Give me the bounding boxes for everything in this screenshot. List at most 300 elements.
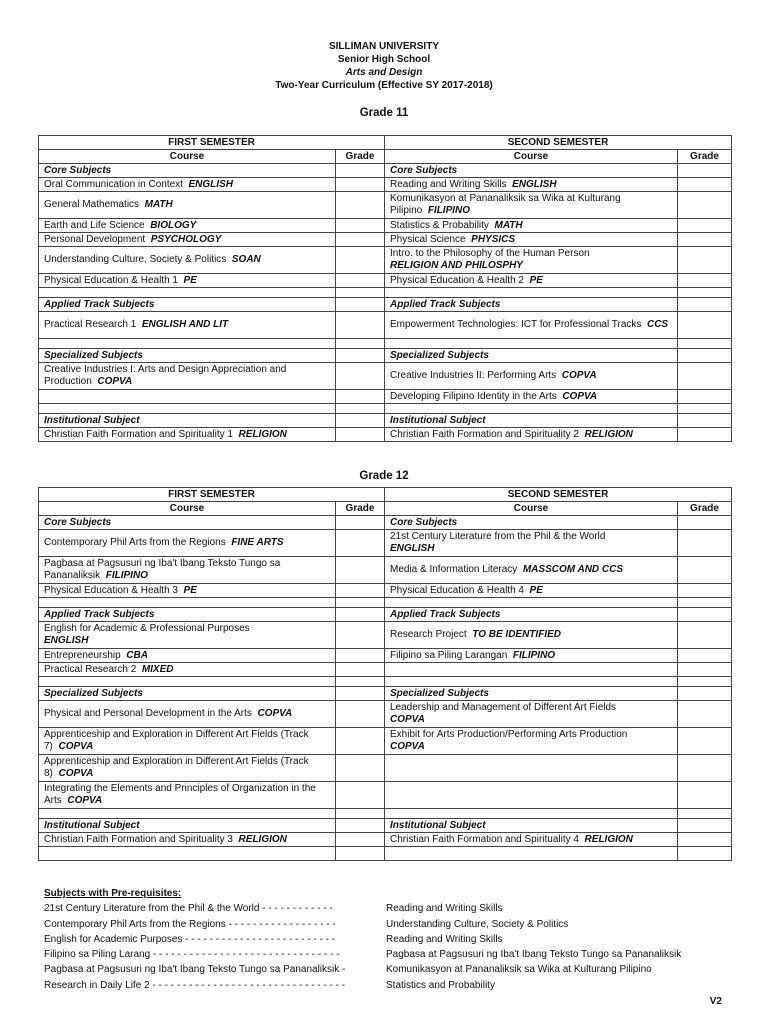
grade-cell <box>336 428 385 442</box>
course-cell <box>39 728 336 755</box>
first-semester-header: FIRST SEMESTER <box>39 136 385 150</box>
course-cell <box>385 164 678 178</box>
course-name: Pagbasa at Pagsusuri ng Iba't Ibang Teksto Tungo sa Pananaliksik <box>44 558 281 581</box>
second-semester-header: SECOND SEMESTER <box>385 488 732 502</box>
course-name: Reading and Writing Skills <box>390 178 507 190</box>
course-cell <box>385 755 678 782</box>
prerequisite-row <box>44 917 744 932</box>
prerequisite-requirement: Reading and Writing Skills <box>386 903 503 915</box>
course-cell <box>385 819 678 833</box>
course-department: COPVA <box>58 768 94 779</box>
course-name: English for Academic & Professional Purposes <box>44 623 250 634</box>
course-cell <box>39 701 336 728</box>
grade-cell <box>678 819 732 833</box>
course-name: Intro. to the Philosophy of the Human Person <box>390 248 590 259</box>
table-row <box>39 274 732 288</box>
course-department: PE <box>183 584 197 596</box>
table-row <box>39 557 732 584</box>
grade-cell <box>678 219 732 233</box>
course-name: Apprenticeship and Exploration in Different Art Fields (Track 7) <box>44 729 309 752</box>
course-cell <box>385 530 678 557</box>
grade-cell <box>678 782 732 809</box>
course-department: ENGLISH <box>512 178 557 190</box>
grade-cell <box>336 390 385 404</box>
course-cell <box>39 312 336 339</box>
table-row <box>39 677 732 687</box>
grade-cell <box>678 288 732 298</box>
course-cell <box>39 622 336 649</box>
course-name: Practical Research 2 <box>44 663 137 675</box>
grade-column-header: Grade <box>678 502 732 516</box>
course-name: Contemporary Phil Arts from the Regions <box>44 537 226 548</box>
course-name: Understanding Culture, Society & Politics <box>44 254 227 265</box>
course-name: Research Project <box>390 629 467 640</box>
course-department: COPVA <box>561 370 597 381</box>
grade-cell <box>336 298 385 312</box>
table-row <box>39 687 732 701</box>
course-name: 21st Century Literature from the Phil & the World <box>390 531 606 542</box>
grade-cell <box>336 274 385 288</box>
course-department: COPVA <box>257 708 293 719</box>
course-cell <box>39 404 336 414</box>
category-label: Institutional Subject <box>44 414 140 426</box>
grade-12-title: Grade 12 <box>359 470 409 482</box>
course-cell <box>39 847 336 861</box>
grade-cell <box>336 349 385 363</box>
grade-12-table <box>38 487 732 861</box>
course-name: Creative Industries I: Arts and Design Appreciation and Production <box>44 364 287 387</box>
grade-cell <box>336 233 385 247</box>
course-cell <box>385 363 678 390</box>
course-department: MATH <box>144 199 173 210</box>
course-cell <box>39 233 336 247</box>
course-department: MASSCOM AND CCS <box>522 564 624 575</box>
course-cell <box>385 622 678 649</box>
grade-cell <box>336 598 385 608</box>
course-name: Physical Education & Health 1 <box>44 274 178 286</box>
prerequisite-row <box>44 932 744 947</box>
course-department: ENGLISH <box>188 178 233 190</box>
grade-cell <box>678 414 732 428</box>
course-cell <box>39 363 336 390</box>
course-department: ENGLISH AND LIT <box>141 319 229 330</box>
category-label: Core Subjects <box>390 164 458 176</box>
course-cell <box>385 847 678 861</box>
second-semester-header: SECOND SEMESTER <box>385 136 732 150</box>
course-department: SOAN <box>231 254 261 265</box>
category-label: Institutional Subject <box>44 819 140 831</box>
course-cell <box>39 164 336 178</box>
course-cell <box>385 649 678 663</box>
grade-cell <box>678 164 732 178</box>
course-name: Practical Research 1 <box>44 319 137 330</box>
table-row <box>39 728 732 755</box>
table-row <box>39 584 732 598</box>
course-cell <box>39 414 336 428</box>
table-row <box>39 622 732 649</box>
prerequisite-requirement: Reading and Writing Skills <box>386 933 503 945</box>
table-row <box>39 833 732 847</box>
course-cell <box>385 608 678 622</box>
category-label: Institutional Subject <box>390 819 486 831</box>
course-name: Personal Development <box>44 233 146 245</box>
grade-cell <box>336 608 385 622</box>
grade-cell <box>678 363 732 390</box>
course-cell <box>385 557 678 584</box>
prerequisite-requirement: Understanding Culture, Society & Politics <box>386 918 569 930</box>
course-name: Statistics & Probability <box>390 219 489 231</box>
table-row <box>39 298 732 312</box>
prerequisite-row <box>44 947 744 962</box>
grade-cell <box>336 847 385 861</box>
prerequisite-row <box>44 901 744 916</box>
grade-cell <box>678 192 732 219</box>
grade-cell <box>678 833 732 847</box>
course-cell <box>385 247 678 274</box>
grade-cell <box>336 192 385 219</box>
category-label: Applied Track Subjects <box>44 298 155 310</box>
grade-cell <box>336 516 385 530</box>
table-row <box>39 428 732 442</box>
category-label: Core Subjects <box>44 164 112 176</box>
first-semester-header: FIRST SEMESTER <box>39 488 385 502</box>
prerequisites-list <box>44 901 744 993</box>
course-department: MATH <box>494 219 523 231</box>
grade-cell <box>678 274 732 288</box>
category-label: Institutional Subject <box>390 414 486 426</box>
course-cell <box>385 663 678 677</box>
grade-cell <box>678 622 732 649</box>
grade-cell <box>678 390 732 404</box>
grade-cell <box>336 755 385 782</box>
table-row <box>39 363 732 390</box>
prerequisites-section <box>44 886 744 993</box>
category-label: Specialized Subjects <box>44 687 143 699</box>
grade-cell <box>336 809 385 819</box>
table-row <box>39 663 732 677</box>
course-name: Physical Science <box>390 233 466 245</box>
course-name: Integrating the Elements and Principles of Organization in the Arts <box>44 783 316 806</box>
course-cell <box>385 677 678 687</box>
grade-cell <box>336 701 385 728</box>
course-column-header: Course <box>39 150 336 164</box>
grade-cell <box>336 677 385 687</box>
course-cell <box>385 584 678 598</box>
course-cell <box>385 414 678 428</box>
table-row <box>39 164 732 178</box>
course-cell <box>385 219 678 233</box>
grade-cell <box>678 663 732 677</box>
grade-cell <box>336 782 385 809</box>
course-cell <box>39 428 336 442</box>
prerequisite-subject: 21st Century Literature from the Phil & the World - - - - - - - - - - - - <box>44 903 333 915</box>
grade-cell <box>336 414 385 428</box>
curriculum-title: Two-Year Curriculum (Effective SY 2017-2018) <box>275 80 493 91</box>
course-name: Entrepreneurship <box>44 649 121 661</box>
category-label: Core Subjects <box>44 516 112 528</box>
course-cell <box>385 809 678 819</box>
table-row <box>39 782 732 809</box>
grade-cell <box>336 164 385 178</box>
course-name: Media & Information Literacy <box>390 564 518 575</box>
course-department: MIXED <box>141 663 174 675</box>
course-cell <box>385 298 678 312</box>
course-cell <box>385 192 678 219</box>
course-cell <box>39 219 336 233</box>
table-row <box>39 192 732 219</box>
grade-cell <box>336 530 385 557</box>
course-cell <box>385 178 678 192</box>
grade-column-header: Grade <box>336 502 385 516</box>
prerequisite-row <box>44 962 744 977</box>
course-cell <box>39 178 336 192</box>
course-name: Developing Filipino Identity in the Arts <box>390 390 557 402</box>
grade-cell <box>336 404 385 414</box>
table-row <box>39 819 732 833</box>
course-department: RELIGION <box>238 833 287 845</box>
grade-cell <box>678 233 732 247</box>
course-cell <box>385 516 678 530</box>
course-cell <box>39 557 336 584</box>
grade-cell <box>678 755 732 782</box>
grade-cell <box>678 404 732 414</box>
course-cell <box>39 288 336 298</box>
course-department: COPVA <box>67 795 103 806</box>
course-column-header: Course <box>385 502 678 516</box>
course-name: Apprenticeship and Exploration in Different Art Fields (Track 8) <box>44 756 309 779</box>
grade-cell <box>678 428 732 442</box>
version-label: V2 <box>709 996 722 1007</box>
course-cell <box>39 687 336 701</box>
grade-cell <box>336 178 385 192</box>
table-row <box>39 390 732 404</box>
course-name: General Mathematics <box>44 199 140 210</box>
course-column-header: Course <box>385 150 678 164</box>
table-row <box>39 755 732 782</box>
grade-cell <box>678 608 732 622</box>
grade-cell <box>336 728 385 755</box>
grade-cell <box>336 363 385 390</box>
category-label: Applied Track Subjects <box>390 298 501 310</box>
table-row <box>39 809 732 819</box>
course-department: RELIGION <box>238 428 287 440</box>
table-row <box>39 530 732 557</box>
course-department: RELIGION AND PHILOSPHY <box>390 260 523 271</box>
grade-cell <box>678 847 732 861</box>
course-cell <box>39 598 336 608</box>
course-cell <box>39 516 336 530</box>
course-cell <box>39 530 336 557</box>
grade-cell <box>336 288 385 298</box>
course-department: COPVA <box>97 376 133 387</box>
university-name: SILLIMAN UNIVERSITY <box>328 41 439 52</box>
document-header <box>0 40 768 92</box>
course-cell <box>385 312 678 339</box>
prerequisites-title: Subjects with Pre-requisites: <box>44 888 182 899</box>
prerequisite-subject: English for Academic Purposes - - - - - - - - - - - - - - - - - - - - - - - - - <box>44 933 336 945</box>
table-row <box>39 414 732 428</box>
course-department: CBA <box>126 649 148 661</box>
grade-cell <box>336 819 385 833</box>
course-name: Christian Faith Formation and Spirituality 3 <box>44 833 233 845</box>
course-department: TO BE IDENTIFIED <box>472 629 561 640</box>
course-department: PE <box>529 584 543 596</box>
grade-11-table <box>38 135 732 442</box>
course-name: Empowerment Technologies: ICT for Professional Tracks <box>390 319 642 330</box>
grade-cell <box>336 219 385 233</box>
prerequisite-requirement: Statistics and Probability <box>386 979 495 991</box>
table-row <box>39 701 732 728</box>
course-cell <box>385 428 678 442</box>
grade-cell <box>336 663 385 677</box>
grade-cell <box>678 298 732 312</box>
course-name: Komunikasyon at Pananaliksik sa Wika at Kulturang Pilipino <box>390 193 621 216</box>
course-column-header: Course <box>39 502 336 516</box>
grade-cell <box>336 312 385 339</box>
course-cell <box>385 233 678 247</box>
grade-cell <box>678 701 732 728</box>
grade-cell <box>336 339 385 349</box>
table-row <box>39 233 732 247</box>
grade-cell <box>678 516 732 530</box>
school-name: Senior High School <box>337 54 431 65</box>
course-name: Christian Faith Formation and Spirituality 4 <box>390 833 579 845</box>
course-cell <box>385 288 678 298</box>
grade-cell <box>678 649 732 663</box>
course-department: COPVA <box>58 741 94 752</box>
course-department: PSYCHOLOGY <box>150 233 222 245</box>
grade-cell <box>678 312 732 339</box>
grade-cell <box>678 339 732 349</box>
grade-cell <box>678 598 732 608</box>
grade-cell <box>336 247 385 274</box>
course-name: Leadership and Management of Different Art Fields <box>390 702 617 713</box>
course-name: Creative Industries II: Performing Arts <box>390 370 557 381</box>
grade-cell <box>336 584 385 598</box>
prerequisite-subject: Filipino sa Piling Larang - - - - - - - - - - - - - - - - - - - - - - - - - - - - - - - <box>44 949 340 961</box>
course-cell <box>39 274 336 288</box>
grade-cell <box>678 728 732 755</box>
course-cell <box>385 274 678 288</box>
course-department: RELIGION <box>584 428 633 440</box>
course-cell <box>39 584 336 598</box>
category-label: Applied Track Subjects <box>44 608 155 620</box>
course-department: FINE ARTS <box>231 537 284 548</box>
course-cell <box>39 649 336 663</box>
category-label: Specialized Subjects <box>390 687 489 699</box>
course-cell <box>39 663 336 677</box>
table-row <box>39 349 732 363</box>
course-department: COPVA <box>390 741 425 752</box>
course-cell <box>39 819 336 833</box>
grade-cell <box>678 530 732 557</box>
course-cell <box>385 833 678 847</box>
course-department: BIOLOGY <box>150 219 197 231</box>
course-department: PE <box>529 274 543 286</box>
prerequisite-subject: Research in Daily Life 2 - - - - - - - - - - - - - - - - - - - - - - - - - - - - - - - - <box>44 979 346 991</box>
course-cell <box>385 728 678 755</box>
course-cell <box>385 687 678 701</box>
table-row <box>39 312 732 339</box>
course-name: Earth and Life Science <box>44 219 145 231</box>
course-cell <box>39 608 336 622</box>
course-name: Christian Faith Formation and Spirituality 2 <box>390 428 579 440</box>
grade-cell <box>336 687 385 701</box>
grade-cell <box>678 557 732 584</box>
course-name: Physical Education & Health 3 <box>44 584 178 596</box>
course-cell <box>39 192 336 219</box>
table-row <box>39 219 732 233</box>
grade-11-title: Grade 11 <box>359 107 409 119</box>
course-cell <box>385 404 678 414</box>
table-row <box>39 404 732 414</box>
grade-cell <box>678 584 732 598</box>
course-name: Christian Faith Formation and Spirituality 1 <box>44 428 233 440</box>
course-cell <box>385 390 678 404</box>
course-department: ENGLISH <box>390 543 435 554</box>
grade-cell <box>678 178 732 192</box>
grade-cell <box>336 622 385 649</box>
table-row <box>39 339 732 349</box>
table-row <box>39 247 732 274</box>
grade-cell <box>336 649 385 663</box>
category-label: Specialized Subjects <box>390 349 489 361</box>
grade-column-header: Grade <box>336 150 385 164</box>
course-department: COPVA <box>562 390 598 402</box>
course-department: ENGLISH <box>44 635 89 646</box>
table-row <box>39 608 732 622</box>
prerequisite-row <box>44 978 744 993</box>
category-label: Specialized Subjects <box>44 349 143 361</box>
grade-cell <box>678 809 732 819</box>
category-label: Applied Track Subjects <box>390 608 501 620</box>
course-cell <box>385 598 678 608</box>
table-row <box>39 516 732 530</box>
course-cell <box>39 782 336 809</box>
table-row <box>39 288 732 298</box>
course-cell <box>39 247 336 274</box>
course-name: Filipino sa Piling Larangan <box>390 649 508 661</box>
prerequisite-requirement: Pagbasa at Pagsusuri ng Iba't Ibang Teksto Tungo sa Pananaliksik <box>386 949 682 961</box>
course-cell <box>39 755 336 782</box>
course-name: Physical Education & Health 4 <box>390 584 524 596</box>
table-row <box>39 847 732 861</box>
grade-cell <box>678 247 732 274</box>
table-row <box>39 598 732 608</box>
course-cell <box>385 349 678 363</box>
course-cell <box>39 809 336 819</box>
prerequisite-subject: Pagbasa at Pagsusuri ng Iba't Ibang Teksto Tungo sa Pananaliksik - <box>44 964 346 976</box>
prerequisite-requirement: Komunikasyon at Pananaliksik sa Wika at Kulturang Pilipino <box>386 964 652 976</box>
course-cell <box>39 833 336 847</box>
table-row <box>39 649 732 663</box>
course-department: CCS <box>646 319 669 330</box>
grade-cell <box>678 349 732 363</box>
course-cell <box>39 677 336 687</box>
course-name: Oral Communication in Context <box>44 178 183 190</box>
course-name: Physical and Personal Development in the Arts <box>44 708 252 719</box>
course-cell <box>385 782 678 809</box>
grade-cell <box>336 833 385 847</box>
course-cell <box>385 701 678 728</box>
course-name: Exhibit for Arts Production/Performing Arts Production <box>390 729 628 740</box>
course-department: FILIPINO <box>427 205 471 216</box>
strand-name: Arts and Design <box>345 67 423 78</box>
course-cell <box>39 298 336 312</box>
course-cell <box>39 349 336 363</box>
course-department: FILIPINO <box>105 570 148 581</box>
prerequisite-subject: Contemporary Phil Arts from the Regions - - - - - - - - - - - - - - - - - - <box>44 918 336 930</box>
